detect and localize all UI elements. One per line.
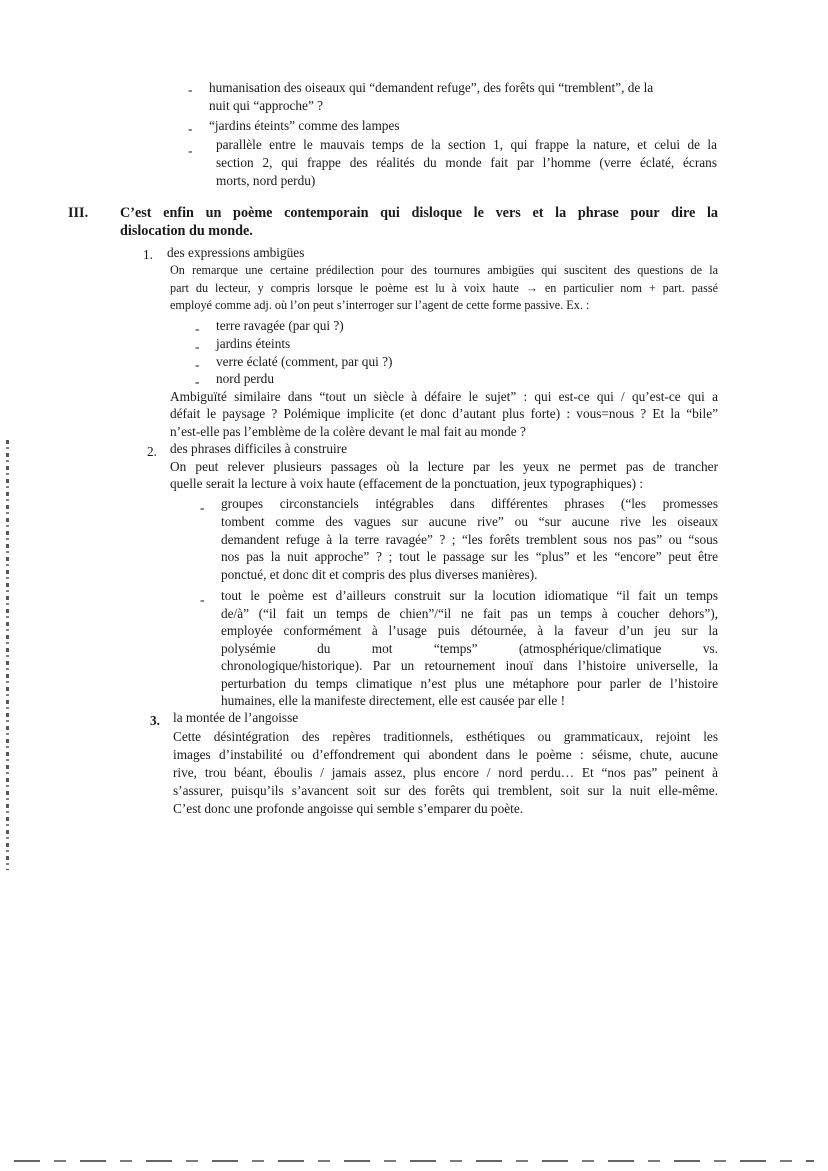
text-line: demandent refuge à la terre ravagée” ? ; “les forêts tremblent sous nos pas” ou “sous <box>221 532 718 547</box>
subsection-number: 1. <box>143 247 153 262</box>
example-item: terre ravagée (par qui ?) <box>216 318 344 333</box>
text-line: images d’instabilité ou d’effondrement qui abondent dans le poème : séisme, chute, aucune <box>173 747 718 762</box>
bullet-dash: - <box>195 321 200 336</box>
subsection-title: des expressions ambigües <box>167 245 305 260</box>
text-line: humaines, elle la manifeste directement, elle est causée par elle ! <box>221 693 566 708</box>
text-line: nuit qui “approche” ? <box>209 98 324 113</box>
text-line: C’est donc une profonde angoisse qui semble s’emparer du poète. <box>173 801 524 816</box>
subsection-number: 2. <box>147 444 157 459</box>
subsection-title: des phrases difficiles à construire <box>170 441 347 456</box>
text-line: nos pas la nuit approche” ? ; tout le passage sur les “plus” et les “encore” peut être <box>221 549 718 564</box>
scan-bottom-artifact <box>14 1160 814 1162</box>
bullet-dash: - <box>188 82 193 97</box>
bullet-dash: - <box>188 143 193 158</box>
text-line: groupes circonstanciels intégrables dans différentes phrases (“les promesses <box>221 496 718 511</box>
bullet-dash: - <box>188 121 193 136</box>
example-item: verre éclaté (comment, par qui ?) <box>216 354 393 369</box>
section-title: dislocation du monde. <box>120 223 253 239</box>
bullet-dash: - <box>195 339 200 354</box>
text-line: perturbation du temps climatique n’est plus une métaphore pour parler de l’histoire <box>221 676 718 691</box>
subsection-number: 3. <box>150 713 160 728</box>
text-line: ponctué, et donc dit et compris des plus diverses manières). <box>221 567 538 582</box>
text-line: parallèle entre le mauvais temps de la section 1, qui frappe la nature, et celui de la <box>216 137 717 152</box>
text-line: “jardins éteints” comme des lampes <box>209 118 400 133</box>
example-item: nord perdu <box>216 371 274 386</box>
bullet-dash: - <box>195 357 200 372</box>
section-numeral: III. <box>68 205 89 221</box>
section-title: C’est enfin un poème contemporain qui disloque le vers et la phrase pour dire la <box>120 205 718 221</box>
text-line: n’est-elle pas l’emblème de la colère devant le mal fait au monde ? <box>170 424 526 439</box>
text-line: humanisation des oiseaux qui “demandent refuge”, des forêts qui “tremblent”, de la <box>209 80 654 95</box>
text-line: section 2, qui frappe des réalités du monde fait par l’homme (verre éclaté, écrans <box>216 155 717 170</box>
scan-edge-artifact <box>6 440 9 870</box>
text-line: On remarque une certaine prédilection pour des tournures ambigües qui suscitent des questions de la <box>170 263 718 277</box>
text-line: rive, trou béant, éboulis / jamais assez, plus encore / nord perdu… Et “nos pas” peinent à <box>173 765 718 780</box>
text-line: morts, nord perdu) <box>216 173 316 188</box>
text-line: tombent comme des vagues sur aucune rive” ou “sur aucune rive les oiseaux <box>221 514 718 529</box>
text-line: défait le paysage ? Polémique implicite (et donc d’autant plus forte) : vous=nous ? Et la “bile” <box>170 406 718 421</box>
text-line: chronologique/historique). Par un retournement inouï dans l’histoire universelle, la <box>221 658 718 673</box>
example-item: jardins éteints <box>216 336 291 351</box>
bullet-dash: - <box>200 500 205 515</box>
text-line: employée conformément à l’usage puis détournée, à la faveur d’un jeu sur la <box>221 623 718 638</box>
subsection-title: la montée de l’angoisse <box>173 710 299 725</box>
bullet-dash: - <box>195 374 200 389</box>
text-line: de/à” (“il fait un temps de chien”/“il ne fait pas un temps à coucher dehors”), <box>221 606 718 621</box>
text-line: s’assurer, puisqu’ils s’avancent soit sur des forêts qui tremblent, soit sur la nuit elle-même. <box>173 783 718 798</box>
text-line: Ambiguïté similaire dans “tout un siècle à défaire le sujet” : qui est-ce qui / qu’est-ce qui a <box>170 389 718 404</box>
bullet-dash: - <box>200 592 205 607</box>
text-line: part du lecteur, y compris lorsque le poème est lu à voix haute → en particulier nom + part. passé <box>170 281 718 295</box>
text-line: quelle serait la lecture à voix haute (effacement de la ponctuation, jeux typographiques) : <box>170 476 644 491</box>
text-line: tout le poème est d’ailleurs construit sur la locution idiomatique “il fait un temps <box>221 588 718 603</box>
text-line: polysémie du mot “temps” (atmosphérique/climatique vs. <box>221 641 718 656</box>
text-line: employé comme adj. où l’on peut s’interroger sur l’agent de cette forme passive. Ex. : <box>170 298 590 312</box>
text-line: On peut relever plusieurs passages où la lecture par les yeux ne permet pas de trancher <box>170 459 718 474</box>
text-line: Cette désintégration des repères traditionnels, esthétiques ou grammaticaux, rejoint les <box>173 729 718 744</box>
